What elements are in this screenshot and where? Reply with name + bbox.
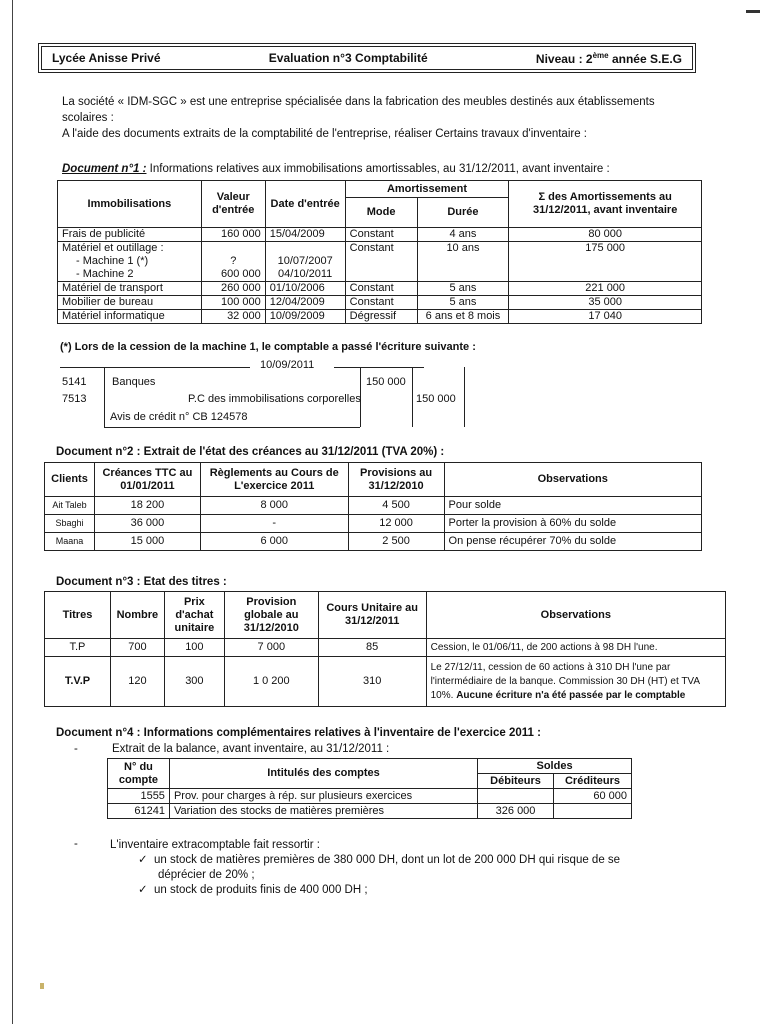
cell-amort — [509, 255, 702, 268]
school-name: Lycée Anisse Privé — [52, 51, 161, 65]
bullet-continuation: déprécier de 20% ; — [158, 869, 255, 881]
level — [536, 51, 682, 66]
cell-date: 01/10/2006 — [265, 282, 345, 296]
cell-credit — [554, 804, 632, 819]
cell-provision: 7 000 — [224, 639, 318, 657]
cell-cours: 85 — [318, 639, 426, 657]
cell-valeur: 260 000 — [201, 282, 265, 296]
cell-name: Matériel et outillage : — [58, 242, 202, 256]
cell-client: Sbaghi — [45, 515, 95, 533]
cell-observation: On pense récupérer 70% du solde — [444, 533, 701, 551]
observation-emphasis: Aucune écriture n'a été passée par le comptable — [456, 689, 686, 701]
col-observations: Observations — [426, 592, 725, 639]
doc1-text: Informations relatives aux immobilisations amortissables, au 31/12/2011, avant inventaire : — [146, 163, 610, 175]
col-prix: Prix d'achat unitaire — [164, 592, 224, 639]
cell-intitule: Variation des stocks de matières premières — [169, 804, 477, 819]
cell-date: 10/07/2007 — [265, 255, 345, 268]
cell-creance: 36 000 — [94, 515, 200, 533]
journal-entry — [60, 355, 470, 427]
cell-titre: T.P — [45, 639, 111, 657]
col-valeur: Valeur d'entrée — [201, 181, 265, 228]
exam-header — [41, 46, 693, 70]
check-icon: ✓ — [138, 854, 148, 866]
date-line — [334, 367, 424, 368]
col-provision: Provision globale au 31/12/2010 — [224, 592, 318, 639]
cell-titre: T.V.P — [45, 657, 111, 707]
scan-mark — [746, 10, 760, 13]
col-duree: Durée — [417, 198, 509, 228]
cell-mode — [345, 255, 417, 268]
bullet-text: un stock de produits finis de 400 000 DH ; — [154, 884, 368, 896]
cell-duree — [417, 255, 509, 268]
table-row — [58, 228, 702, 242]
level-prefix: Niveau : 2 — [535, 51, 593, 66]
cell-valeur: ? — [201, 255, 265, 268]
doc1-note: (*) Lors de la cession de la machine 1, le comptable a passé l'écriture suivante : — [60, 341, 476, 353]
cell-date: 04/10/2011 — [265, 268, 345, 282]
list-item — [110, 853, 620, 868]
table-row — [45, 639, 726, 657]
cell-mode: Constant — [345, 228, 417, 242]
cell-name: Mobilier de bureau — [58, 296, 202, 310]
intro-line: A l'aide des documents extraits de la comptabilité de l'entreprise, réaliser Certains travaux d'inventaire : — [62, 128, 587, 140]
cell-compte: 61241 — [108, 804, 170, 819]
col-immobilisations: Immobilisations — [58, 181, 202, 228]
scan-mark — [40, 983, 44, 989]
doc3-title: Document n°3 : Etat des titres : — [56, 576, 227, 588]
journal-line: Avis de crédit n° CB 124578 — [110, 411, 248, 423]
cell-name: - Machine 2 — [58, 268, 202, 282]
cell-intitule: Prov. pour charges à rép. sur plusieurs exercices — [169, 789, 477, 804]
journal-line: P.C des immobilisations corporelles — [188, 393, 361, 405]
col-reglements: Règlements au Cours de L'exercice 2011 — [200, 463, 348, 497]
cell-prix: 100 — [164, 639, 224, 657]
col-nombre: Nombre — [110, 592, 164, 639]
cell-debit — [478, 789, 554, 804]
date-line — [60, 367, 250, 368]
balance-table — [107, 758, 632, 819]
cell-credit: 60 000 — [554, 789, 632, 804]
cell-reglement: 8 000 — [200, 497, 348, 515]
cell-date: 12/04/2009 — [265, 296, 345, 310]
cell-debit: 326 000 — [478, 804, 554, 819]
table-row — [108, 804, 632, 819]
doc1-label: Document n°1 : — [62, 163, 147, 175]
journal-date: 10/09/2011 — [260, 359, 315, 371]
cell-valeur: 100 000 — [201, 296, 265, 310]
cell-valeur — [201, 242, 265, 256]
cell-duree: 6 ans et 8 mois — [417, 310, 509, 324]
col-debiteurs: Débiteurs — [478, 774, 554, 789]
cell-observation — [426, 657, 725, 707]
bullet-text: un stock de matières premières de 380 000 DH, dont un lot de 200 000 DH qui risque de se — [154, 854, 621, 866]
cell-provision: 4 500 — [348, 497, 444, 515]
list-item — [110, 883, 620, 898]
table-row — [58, 310, 702, 324]
cell-mode: Constant — [345, 282, 417, 296]
col-sigma: Σ des Amortissements au 31/12/2011, avant inventaire — [509, 181, 702, 228]
cell-name: - Machine 1 (*) — [58, 255, 202, 268]
col-observations: Observations — [444, 463, 701, 497]
cell-mode: Dégressif — [345, 310, 417, 324]
col-provisions: Provisions au 31/12/2010 — [348, 463, 444, 497]
debit-amount: 150 000 — [366, 376, 406, 388]
col-cours: Cours Unitaire au 31/12/2011 — [318, 592, 426, 639]
cell-observation: Pour solde — [444, 497, 701, 515]
cell-mode: Constant — [345, 242, 417, 256]
cell-amort: 175 000 — [509, 242, 702, 256]
table-row — [58, 268, 702, 282]
cell-valeur: 600 000 — [201, 268, 265, 282]
cell-name: Frais de publicité — [58, 228, 202, 242]
cell-amort: 221 000 — [509, 282, 702, 296]
cell-duree: 4 ans — [417, 228, 509, 242]
dash-marker: - — [74, 743, 78, 755]
col-date: Date d'entrée — [265, 181, 345, 228]
intro-line: La société « IDM-SGC » est une entreprise spécialisée dans la fabrication des meubles destinés aux établissements — [62, 96, 655, 108]
cell-mode — [345, 268, 417, 282]
doc4-sub1: Extrait de la balance, avant inventaire, au 31/12/2011 : — [112, 743, 390, 755]
col-compte: N° du compte — [108, 759, 170, 789]
col-amortissement: Amortissement — [345, 181, 509, 198]
cell-duree: 5 ans — [417, 296, 509, 310]
rule — [104, 427, 360, 428]
level-suffix: année S.E.G — [608, 51, 682, 66]
page-margin-line — [12, 0, 13, 1024]
cell-observation: Porter la provision à 60% du solde — [444, 515, 701, 533]
cell-amort: 17 040 — [509, 310, 702, 324]
cell-amort: 35 000 — [509, 296, 702, 310]
journal-line: Banques — [112, 376, 156, 388]
table-row — [58, 255, 702, 268]
doc4-sub2: L'inventaire extracomptable fait ressortir : — [110, 839, 320, 851]
cell-valeur: 160 000 — [201, 228, 265, 242]
intro-line: scolaires : — [62, 112, 114, 124]
account-number: 7513 — [62, 393, 87, 405]
cell-provision: 12 000 — [348, 515, 444, 533]
cell-creance: 18 200 — [94, 497, 200, 515]
col-mode: Mode — [345, 198, 417, 228]
col-crediteurs: Créditeurs — [554, 774, 632, 789]
cell-mode: Constant — [345, 296, 417, 310]
cell-provision: 2 500 — [348, 533, 444, 551]
doc1-title — [62, 163, 610, 175]
creances-table — [44, 462, 702, 551]
doc4-title: Document n°4 : Informations complémentaires relatives à l'inventaire de l'exercice 2011 : — [56, 727, 541, 739]
cell-nombre: 700 — [110, 639, 164, 657]
cell-date — [265, 242, 345, 256]
col-creances: Créances TTC au 01/01/2011 — [94, 463, 200, 497]
cell-reglement: 6 000 — [200, 533, 348, 551]
cell-duree: 5 ans — [417, 282, 509, 296]
check-icon: ✓ — [138, 884, 148, 896]
credit-amount: 150 000 — [416, 393, 456, 405]
cell-date: 10/09/2009 — [265, 310, 345, 324]
cell-amort — [509, 268, 702, 282]
table-row — [58, 282, 702, 296]
inventory-notes — [110, 838, 620, 898]
table-row — [45, 515, 702, 533]
cell-valeur: 32 000 — [201, 310, 265, 324]
cell-amort: 80 000 — [509, 228, 702, 242]
rule — [412, 367, 413, 427]
titres-table — [44, 591, 726, 707]
col-soldes: Soldes — [478, 759, 632, 774]
exam-title: Evaluation n°3 Comptabilité — [268, 51, 428, 65]
col-intitules: Intitulés des comptes — [169, 759, 477, 789]
cell-duree — [417, 268, 509, 282]
dash-marker: - — [74, 838, 78, 850]
observation-text: Le 27/12/11, cession de 60 actions à 310 DH l'une par l'intermédiaire de la banque. Commission 30 DH (HT) et TVA 10%. — [430, 661, 700, 701]
cell-observation: Cession, le 01/06/11, de 200 actions à 98 DH l'une. — [426, 639, 725, 657]
col-titres: Titres — [45, 592, 111, 639]
cell-client: Maana — [45, 533, 95, 551]
table-row — [45, 533, 702, 551]
cell-name: Matériel informatique — [58, 310, 202, 324]
table-row — [58, 242, 702, 256]
table-row — [45, 657, 726, 707]
table-row — [58, 296, 702, 310]
col-clients: Clients — [45, 463, 95, 497]
cell-duree: 10 ans — [417, 242, 509, 256]
cell-compte: 1555 — [108, 789, 170, 804]
doc2-title: Document n°2 : Extrait de l'état des créances au 31/12/2011 (TVA 20%) : — [56, 446, 445, 458]
rule — [104, 367, 105, 427]
cell-name: Matériel de transport — [58, 282, 202, 296]
cell-provision: 1 0 200 — [224, 657, 318, 707]
cell-date: 15/04/2009 — [265, 228, 345, 242]
cell-cours: 310 — [318, 657, 426, 707]
rule — [464, 367, 465, 427]
table-row — [45, 497, 702, 515]
account-number: 5141 — [62, 376, 87, 388]
cell-reglement: - — [200, 515, 348, 533]
cell-prix: 300 — [164, 657, 224, 707]
table-row — [108, 789, 632, 804]
cell-client: Ait Taleb — [45, 497, 95, 515]
level-sup: ème — [592, 50, 609, 60]
immobilisations-table — [57, 180, 702, 324]
intro-text — [62, 94, 702, 142]
cell-nombre: 120 — [110, 657, 164, 707]
cell-creance: 15 000 — [94, 533, 200, 551]
